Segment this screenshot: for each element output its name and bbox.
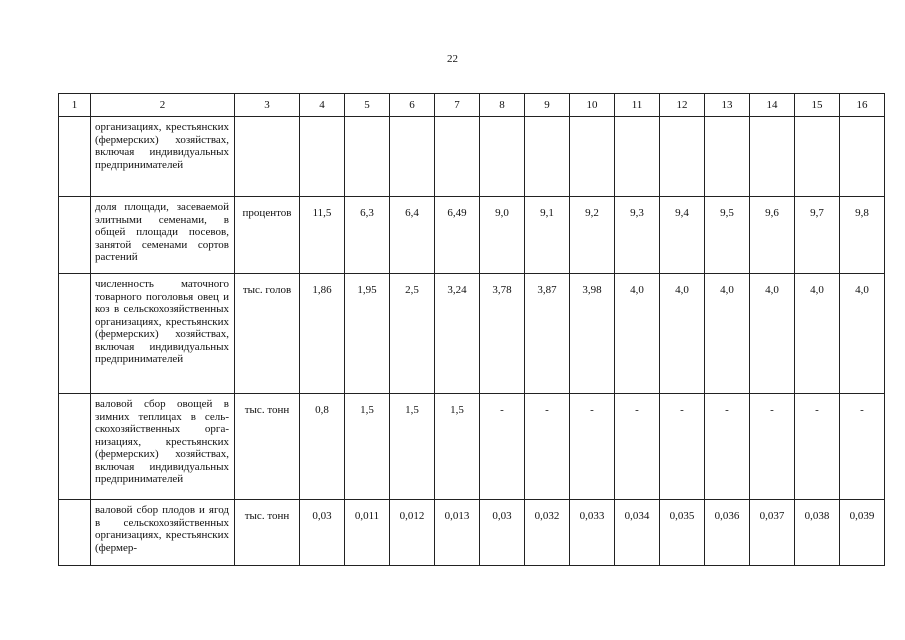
value-cell: 0,011 <box>345 500 390 566</box>
header-cell: 10 <box>570 94 615 117</box>
value-cell: - <box>615 394 660 500</box>
value-cell: 9,6 <box>750 197 795 274</box>
value-cell: 0,013 <box>435 500 480 566</box>
table-body <box>59 94 885 566</box>
value-cell: - <box>525 394 570 500</box>
value-cell: 1,5 <box>345 394 390 500</box>
value-cell: 9,7 <box>795 197 840 274</box>
header-cell: 8 <box>480 94 525 117</box>
unit-cell: процентов <box>235 197 300 274</box>
value-cell: 3,98 <box>570 274 615 394</box>
value-cell: 9,1 <box>525 197 570 274</box>
table-row <box>59 274 885 394</box>
header-cell: 6 <box>390 94 435 117</box>
header-cell: 13 <box>705 94 750 117</box>
value-cell: 9,0 <box>480 197 525 274</box>
value-cell: 3,24 <box>435 274 480 394</box>
indicator-description: численность маточного товарного поголовья овец и коз в сельскохозяйственных организациях, крестьянских (фермерских) хозяйствах, включая индивидуальных предпринимателей <box>91 274 235 394</box>
header-cell: 16 <box>840 94 885 117</box>
value-cell <box>660 117 705 197</box>
value-cell: 0,038 <box>795 500 840 566</box>
table-row <box>59 500 885 566</box>
value-cell: 3,87 <box>525 274 570 394</box>
value-cell <box>840 117 885 197</box>
value-cell <box>705 117 750 197</box>
value-cell: 4,0 <box>750 274 795 394</box>
value-cell <box>435 117 480 197</box>
value-cell: - <box>570 394 615 500</box>
indicator-description: организациях, крестьянских (фермерских) хозяйствах, включая индивидуальных предпринимателей <box>91 117 235 197</box>
value-cell: - <box>480 394 525 500</box>
value-cell: - <box>795 394 840 500</box>
value-cell: 0,037 <box>750 500 795 566</box>
indicator-description: доля площади, засеваемой элитными семенами, в общей площади посевов, занятой семенами сортов растений <box>91 197 235 274</box>
value-cell: - <box>705 394 750 500</box>
unit-cell: тыс. тонн <box>235 500 300 566</box>
value-cell <box>795 117 840 197</box>
unit-cell <box>235 117 300 197</box>
value-cell: 0,8 <box>300 394 345 500</box>
value-cell: 4,0 <box>660 274 705 394</box>
header-cell: 15 <box>795 94 840 117</box>
header-row <box>59 94 885 117</box>
value-cell: - <box>660 394 705 500</box>
value-cell: 3,78 <box>480 274 525 394</box>
value-cell <box>390 117 435 197</box>
value-cell: 9,3 <box>615 197 660 274</box>
value-cell: 4,0 <box>705 274 750 394</box>
value-cell: 4,0 <box>615 274 660 394</box>
value-cell: 4,0 <box>795 274 840 394</box>
indicator-description: валовой сбор плодов и ягод в сельскохозяйственных организациях, крестьянских (фермер- <box>91 500 235 566</box>
table-row <box>59 117 885 197</box>
value-cell: 0,012 <box>390 500 435 566</box>
header-cell: 12 <box>660 94 705 117</box>
value-cell: 0,039 <box>840 500 885 566</box>
value-cell: 9,8 <box>840 197 885 274</box>
value-cell <box>525 117 570 197</box>
value-cell <box>300 117 345 197</box>
value-cell: 0,03 <box>300 500 345 566</box>
header-cell: 9 <box>525 94 570 117</box>
value-cell: 0,03 <box>480 500 525 566</box>
value-cell: 6,3 <box>345 197 390 274</box>
value-cell: 1,86 <box>300 274 345 394</box>
value-cell: 4,0 <box>840 274 885 394</box>
header-cell: 4 <box>300 94 345 117</box>
value-cell: 0,032 <box>525 500 570 566</box>
row-number-cell <box>59 117 91 197</box>
table-row <box>59 394 885 500</box>
row-number-cell <box>59 274 91 394</box>
row-number-cell <box>59 500 91 566</box>
value-cell: 0,033 <box>570 500 615 566</box>
value-cell: 1,95 <box>345 274 390 394</box>
row-number-cell <box>59 394 91 500</box>
indicator-description: валовой сбор овощей в зимних теплицах в сельскохозяйственных организациях, крестьянских (фермерских) хозяйствах, включая индивидуальных предпринимателей <box>91 394 235 500</box>
value-cell <box>480 117 525 197</box>
table-row <box>59 197 885 274</box>
value-cell: 9,2 <box>570 197 615 274</box>
value-cell <box>570 117 615 197</box>
header-cell: 3 <box>235 94 300 117</box>
value-cell: 2,5 <box>390 274 435 394</box>
value-cell: 0,035 <box>660 500 705 566</box>
header-cell: 2 <box>91 94 235 117</box>
value-cell <box>345 117 390 197</box>
value-cell: 9,5 <box>705 197 750 274</box>
value-cell: 1,5 <box>390 394 435 500</box>
unit-cell: тыс. голов <box>235 274 300 394</box>
value-cell: 1,5 <box>435 394 480 500</box>
row-number-cell <box>59 197 91 274</box>
header-cell: 5 <box>345 94 390 117</box>
value-cell: - <box>750 394 795 500</box>
value-cell <box>615 117 660 197</box>
value-cell: 6,4 <box>390 197 435 274</box>
value-cell: - <box>840 394 885 500</box>
indicators-table <box>58 93 885 566</box>
value-cell: 6,49 <box>435 197 480 274</box>
value-cell: 9,4 <box>660 197 705 274</box>
header-cell: 11 <box>615 94 660 117</box>
header-cell: 14 <box>750 94 795 117</box>
header-cell: 7 <box>435 94 480 117</box>
value-cell: 11,5 <box>300 197 345 274</box>
header-cell: 1 <box>59 94 91 117</box>
page-number: 22 <box>447 53 458 65</box>
unit-cell: тыс. тонн <box>235 394 300 500</box>
value-cell <box>750 117 795 197</box>
value-cell: 0,034 <box>615 500 660 566</box>
value-cell: 0,036 <box>705 500 750 566</box>
